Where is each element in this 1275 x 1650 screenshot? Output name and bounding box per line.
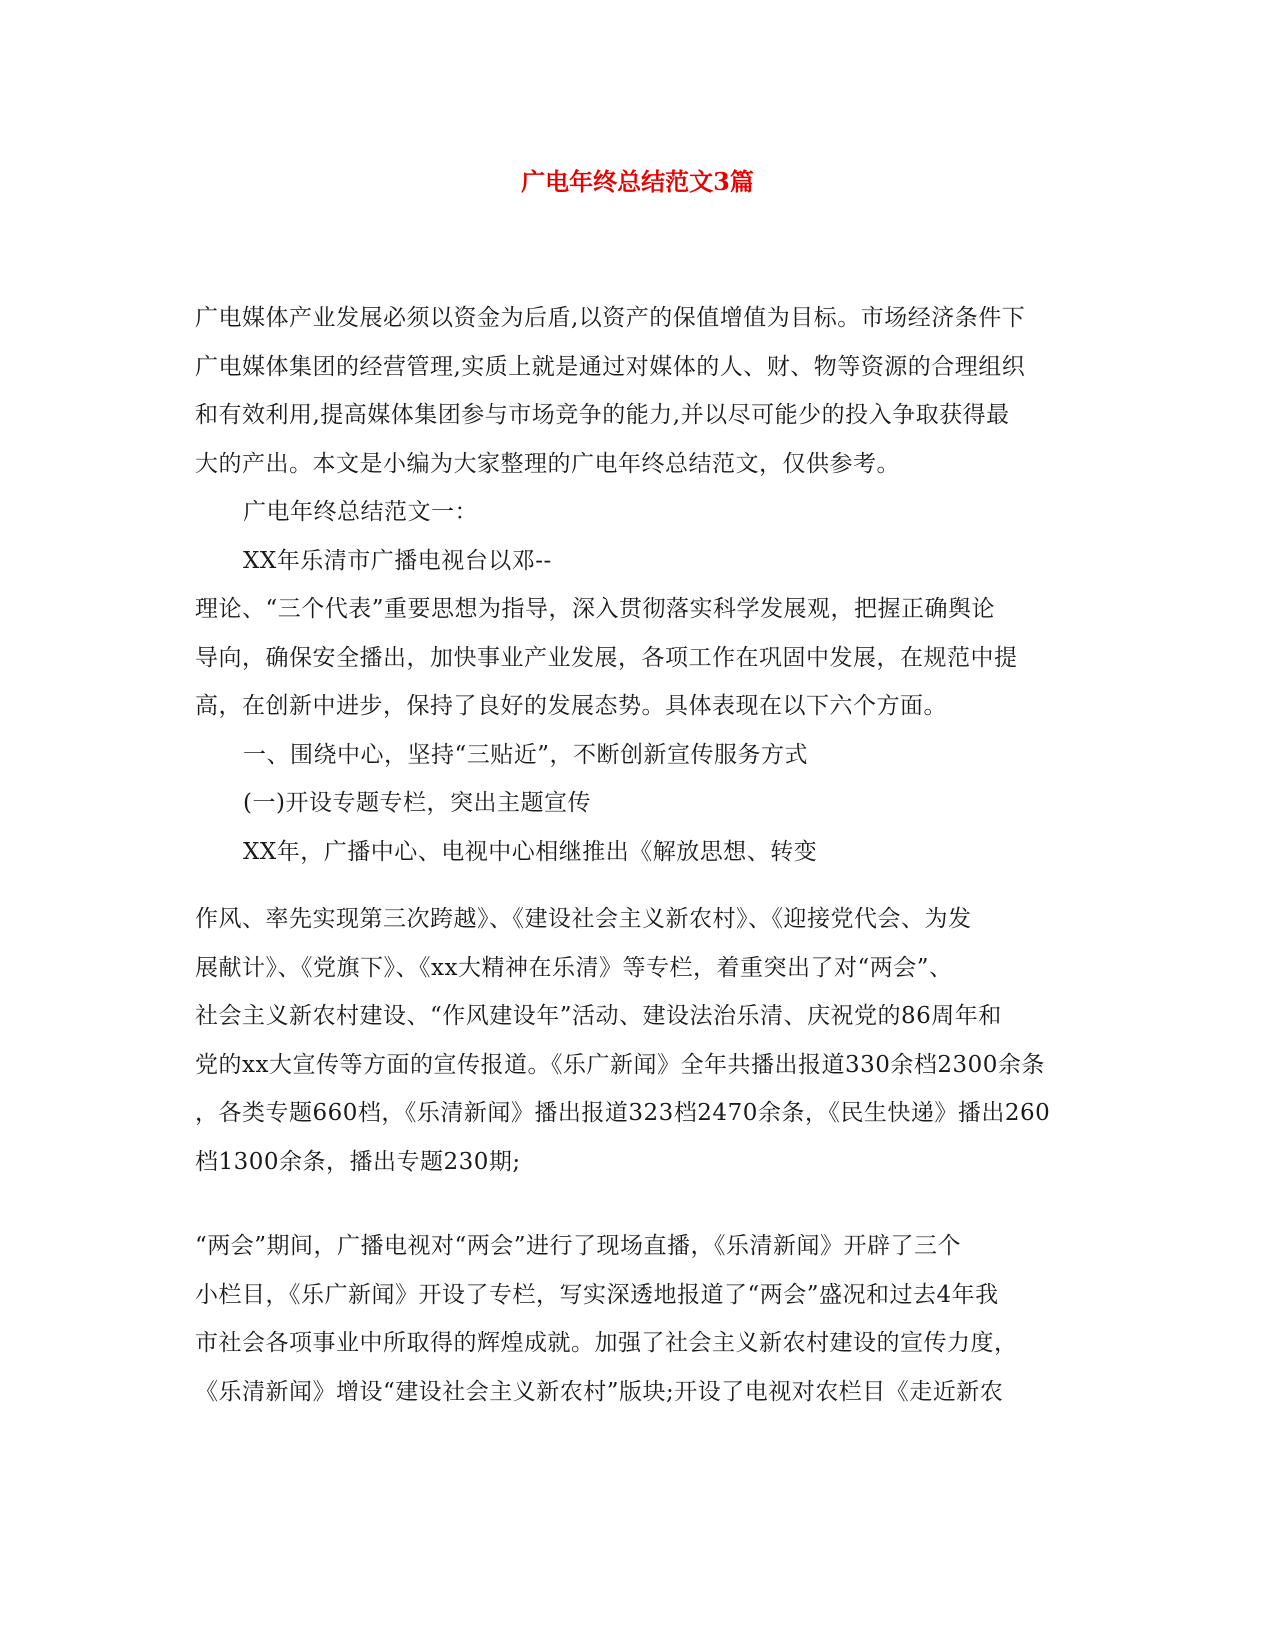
paragraph-line: 广电媒体集团的经营管理,实质上就是通过对媒体的人、财、物等资源的合理组织: [195, 353, 1026, 380]
body-block-2: [195, 895, 1080, 1186]
section-heading: 广电年终总结范文一：: [243, 499, 478, 525]
subsection-heading: (一)开设专题专栏，突出主题宣传: [243, 790, 591, 816]
paragraph-line: 档1300余条，播出专题230期;: [195, 1148, 521, 1175]
body-block-3: [195, 1222, 1080, 1416]
document-title: 广电年终总结范文3篇: [521, 167, 754, 196]
paragraph-line: ，各类专题660档，《乐清新闻》播出报道323档2470余条，《民生快递》播出260: [195, 1100, 1051, 1126]
paragraph-line: XX年，广播中心、电视中心相继推出《解放思想、转变: [243, 838, 818, 865]
paragraph-line: 《乐清新闻》增设“建设社会主义新农村”版块;开设了电视对农栏目《走近新农: [195, 1378, 1004, 1405]
paragraph-line: 高，在创新中进步，保持了良好的发展态势。具体表现在以下六个方面。: [195, 693, 947, 719]
paragraph-line: 导向，确保安全播出，加快事业产业发展，各项工作在巩固中发展，在规范中提: [195, 644, 1018, 671]
paragraph-line: 党的xx大宣传等方面的宣传报道。《乐广新闻》全年共播出报道330余档2300余条: [195, 1051, 1045, 1078]
paragraph-line: 市社会各项事业中所取得的辉煌成就。加强了社会主义新农村建设的宣传力度，: [195, 1330, 1018, 1356]
body-block-1: [195, 294, 1080, 876]
paragraph-line: 广电媒体产业发展必须以资金为后盾,以资产的保值增值为目标。市场经济条件下: [195, 305, 1026, 331]
paragraph-line: “两会”期间，广播电视对“两会”进行了现场直播，《乐清新闻》开辟了三个: [195, 1233, 962, 1259]
paragraph-line: 理论、“三个代表”重要思想为指导，深入贯彻落实科学发展观，把握正确舆论: [195, 596, 996, 622]
paragraph-line: 社会主义新农村建设、“作风建设年”活动、建设法治乐清、庆祝党的86周年和: [195, 1003, 1002, 1029]
paragraph-line: 作风、率先实现第三次跨越》、《建设社会主义新农村》、《迎接党代会、为发: [195, 906, 972, 932]
section-heading: 一、围绕中心，坚持“三贴近”，不断创新宣传服务方式: [243, 741, 809, 768]
paragraph-line: 和有效利用,提高媒体集团参与市场竞争的能力,并以尽可能少的投入争取获得最: [195, 402, 1010, 428]
paragraph-line: 展献计》、《党旗下》、《xx大精神在乐清》等专栏，着重突出了对“两会”、: [195, 954, 953, 981]
paragraph-line: 小栏目，《乐广新闻》开设了专栏，写实深透地报道了“两会”盛况和过去4年我: [195, 1281, 999, 1308]
paragraph-line: 大的产出。本文是小编为大家整理的广电年终总结范文，仅供参考。: [195, 450, 900, 477]
paragraph-line: XX年乐清市广播电视台以邓--: [243, 547, 552, 574]
